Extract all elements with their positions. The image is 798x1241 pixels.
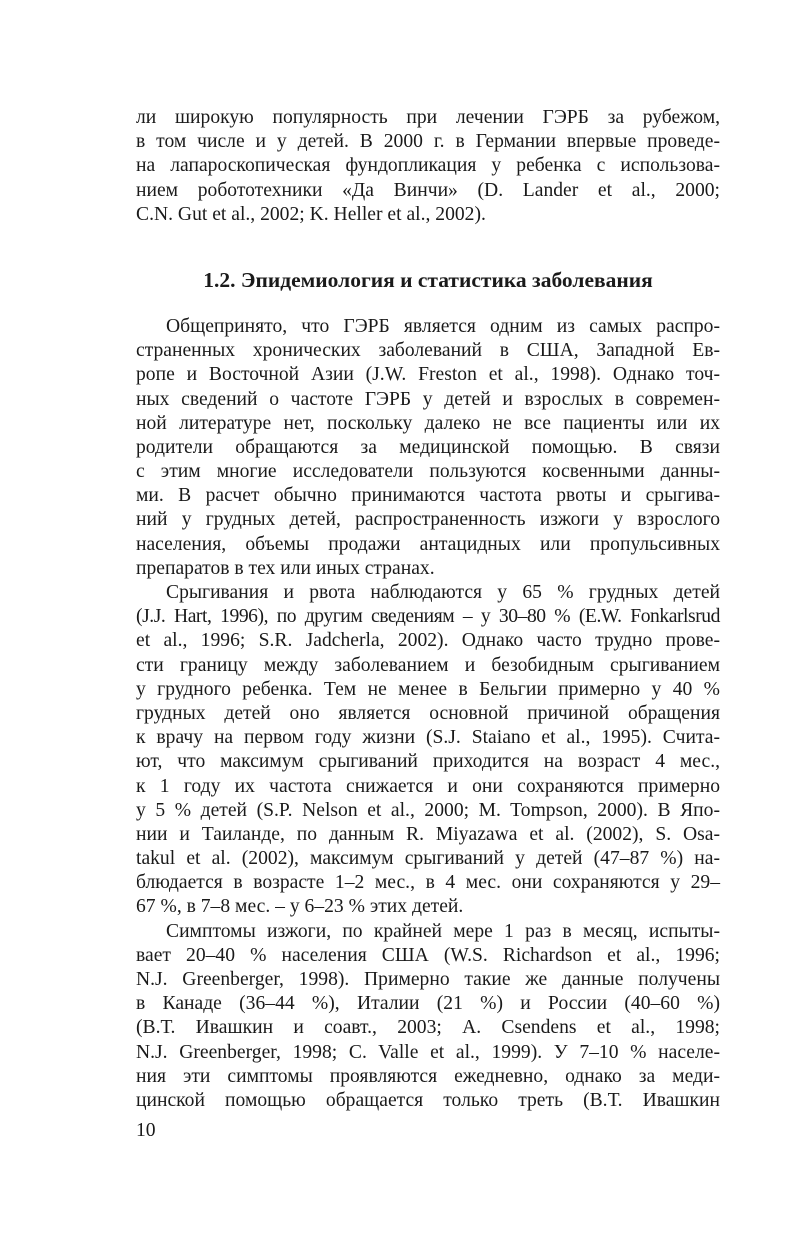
text-line: нием робототехники «Да Винчи» (D. Lander et al., 2000; (136, 179, 720, 201)
text-line: N.J. Greenberger, 1998; C. Valle et al., 1999). У 7–10 % населе- (136, 1041, 720, 1063)
paragraph-regurgitation (136, 581, 720, 920)
page-body (136, 106, 720, 1113)
text-line: ли широкую популярность при лечении ГЭРБ за рубежом, (136, 107, 720, 128)
text-line: к 1 году их частота снижается и они сохраняются примерно (136, 775, 720, 797)
text-line: (J.J. Hart, 1996), по другим сведениям – у 30–80 % (E.W. Fonkarlsrud (136, 606, 720, 628)
text-line: страненных хронических заболеваний в США, Западной Ев- (136, 340, 720, 362)
text-line: 67 %, в 7–8 мес. – у 6–23 % этих детей. (136, 896, 464, 918)
text-line: в том числе и у детей. В 2000 г. в Германии впервые проведе- (136, 131, 720, 153)
text-line: ных сведений о частоте ГЭРБ у детей и взрослых в современ- (136, 388, 720, 410)
text-line: сти границу между заболеванием и безобидным срыгиванием (136, 654, 720, 676)
text-line: ной литературе нет, поскольку далеко не все пациенты или их (136, 412, 720, 434)
text-line: ют, что максимум срыгиваний приходится на возраст 4 мес., (136, 751, 720, 773)
paragraph-epidemiology (136, 315, 720, 581)
text-line: ний у грудных детей, распространенность изжоги у взрослого (136, 509, 720, 531)
text-line: (В.Т. Ивашкин и соавт., 2003; A. Csendens et al., 1998; (136, 1017, 720, 1039)
text-line: Общепринято, что ГЭРБ является одним из самых распро- (166, 315, 720, 337)
text-line: препаратов в тех или иных странах. (136, 557, 435, 579)
text-line: Симптомы изжоги, по крайней мере 1 раз в месяц, испыты- (166, 920, 720, 942)
text-line: блюдается в возрасте 1–2 мес., в 4 мес. они сохраняются у 29– (136, 872, 720, 894)
text-line: населения, объемы продажи антацидных или пропульсивных (136, 533, 720, 555)
text-line: грудных детей оно является основной причиной обращения (136, 702, 720, 724)
intro-paragraph (136, 106, 720, 227)
text-line: ропе и Восточной Азии (J.W. Freston et al., 1998). Однако точ- (136, 364, 720, 386)
text-line: нии и Таиланде, по данным R. Miyazawa et al. (2002), S. Osa- (136, 823, 720, 845)
text-line: на лапароскопическая фундопликация у ребенка с использова- (136, 155, 720, 177)
text-line: у 5 % детей (S.P. Nelson et al., 2000; M. Tompson, 2000). В Япо- (136, 799, 720, 821)
text-line: ния эти симптомы проявляются ежедневно, однако за меди- (136, 1065, 720, 1087)
text-line: Срыгивания и рвота наблюдаются у 65 % грудных детей (166, 582, 720, 603)
text-line: et al., 1996; S.R. Jadcherla, 2002). Однако часто трудно прове- (136, 630, 720, 652)
text-line: вает 20–40 % населения США (W.S. Richardson et al., 1996; (136, 944, 720, 966)
text-line: к врачу на первом году жизни (S.J. Staiano et al., 1995). Счита- (136, 727, 720, 749)
text-line: takul et al. (2002), максимум срыгиваний у детей (47–87 %) на- (136, 848, 720, 870)
text-line: родители обращаются за медицинской помощью. В связи (136, 436, 720, 458)
text-line: цинской помощью обращается только треть (В.Т. Ивашкин (136, 1089, 720, 1111)
text-line: C.N. Gut et al., 2002; K. Heller et al., 2002). (136, 203, 486, 225)
text-line: с этим многие исследователи пользуются косвенными данны- (136, 461, 720, 483)
text-line: у грудного ребенка. Тем не менее в Бельгии примерно у 40 % (136, 678, 720, 700)
text-line: в Канаде (36–44 %), Италии (21 %) и России (40–60 %) (136, 993, 720, 1015)
paragraph-heartburn (136, 920, 720, 1114)
page-number: 10 (136, 1120, 156, 1141)
text-line: N.J. Greenberger, 1998). Примерно такие же данные получены (136, 969, 720, 990)
text-line: ми. В расчет обычно принимаются частота рвоты и срыгива- (136, 485, 720, 507)
section-heading: 1.2. Эпидемиология и статистика заболевания (203, 267, 653, 292)
